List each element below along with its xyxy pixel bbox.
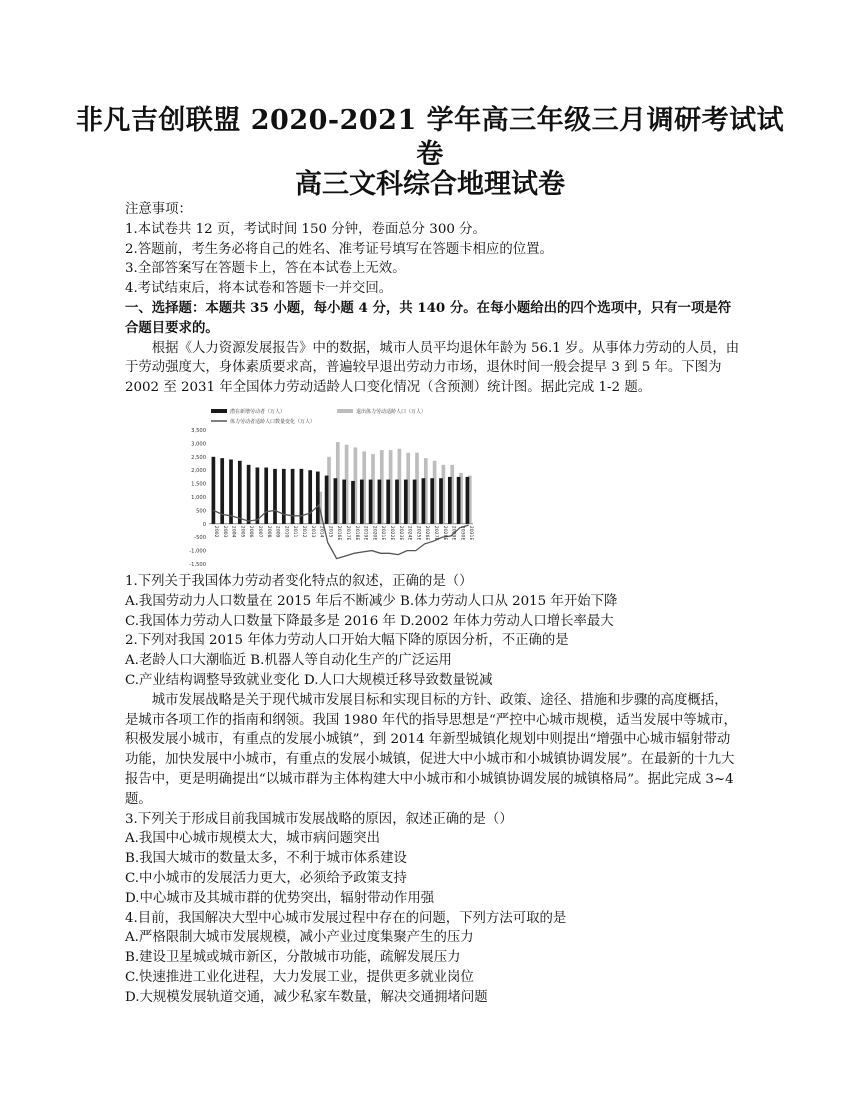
x-tick-label: 2030E [459,525,465,541]
y-tick-label: 0 [202,521,206,528]
bar-new-workers [247,465,251,524]
bar-new-workers [378,480,382,524]
y-tick-label: 2,000 [191,468,206,475]
question-3-stem: 3.下列关于形成目前我国城市发展战略的原因，叙述正确的是（） [125,811,513,827]
passage-1: 根据《人力资源发展报告》中的数据，城市人员平均退休年龄为 56.1 岁。从事体力劳动的人员，由于劳动强度大，身体素质要求高，普遍较早退出劳动力市场，退休时间一般会提早 3 到 5 年。下图为 2002 至 2031 年全国体力劳动适龄人口变化情况（含预测）统计图。据此完成 1-2 题。 [125,340,740,396]
bar-new-workers [439,478,443,524]
bar-new-workers [404,480,408,524]
notice-heading: 注意事项： [125,202,192,217]
legend-label-exiting: 退出体力劳动适龄人口（万人） [356,408,427,415]
bar-new-workers [282,469,286,524]
exam-title-line1b: 卷 [416,139,444,170]
legend-label-change: 体力劳动者适龄人口数量变化（万人） [230,418,316,425]
x-tick-label: 2007 [257,525,262,538]
y-tick-label: -1,500 [189,561,206,568]
question-2-option: C.产业结构调整导致就业变化 D.人口大规模迁移导致数量锐减 [125,672,493,688]
x-tick-label: 2031E [468,525,474,541]
x-tick-label: 2009 [274,525,280,538]
question-4-option: D.大规模发展轨道交通，减少私家车数量，解决交通拥堵问题 [125,989,488,1005]
y-tick-label: 3,000 [191,441,206,448]
x-tick-label: 2017E [345,525,350,541]
bar-new-workers [238,461,242,524]
question-2-stem: 2.下列对我国 2015 年体力劳动人口开始大幅下降的原因分析，不正确的是 [125,633,569,649]
exam-body [125,200,740,1008]
legend-swatch-new-workers [211,409,227,413]
bar-new-workers [466,477,470,524]
bar-new-workers [413,480,417,524]
x-tick-label: 2021E [380,525,386,541]
x-tick-label: 2028E [441,525,447,541]
bar-new-workers [334,478,338,524]
notice-item: 3.全部答案写在答题卡上，答在本试卷上无效。 [125,261,406,277]
exam-title-line1: 非凡吉创联盟 2020-2021 学年高三年级三月调研考试试 [75,105,785,136]
question-4-stem: 4.目前，我国解决大型中心城市发展过程中存在的问题，下列方法可取的是 [125,910,567,926]
labor-population-chart [167,402,479,570]
bar-new-workers [369,480,373,524]
x-tick-label: 2010 [283,525,289,538]
chart-series-new-workers [212,457,470,524]
question-4-option: C.快速推进工业化进程，大力发展工业，提供更多就业岗位 [125,969,474,985]
question-4-option: B.建设卫星城或城市新区，分散城市功能，疏解发展压力 [125,950,461,966]
question-3-option: A.我国中心城市规模太大，城市病问题突出 [125,831,380,847]
bar-new-workers [422,478,426,524]
question-4-option: A.严格限制大城市发展规模，减小产业过度集聚产生的压力 [125,930,474,946]
x-tick-label: 2023E [397,525,403,541]
x-tick-label: 2013 [309,525,315,538]
question-1-option: A.我国劳动力人口数量在 2015 年后不断减少 B.体力劳动人口从 2015 年开始下降 [125,593,618,609]
chart-legend [211,408,426,425]
y-tick-label: 1,500 [191,481,206,488]
chart-x-axis [213,526,474,541]
bar-new-workers [351,481,355,524]
exam-title [60,104,800,172]
x-tick-label: 2015 [327,525,333,538]
bar-new-workers [325,476,329,524]
x-tick-label: 2025E [415,525,421,541]
y-tick-label: 2,500 [191,454,206,461]
question-1-stem: 1.下列关于我国体力劳动者变化特点的叙述，正确的是（） [125,573,473,589]
bar-new-workers [256,467,260,523]
bar-new-workers [212,457,216,524]
question-3-option: C.中小城市的发展活力更大，必须给予政策支持 [125,870,407,886]
bar-new-workers [386,480,390,524]
question-3-option: D.中心城市及其城市群的优势突出，辐射带动作用强 [125,890,435,906]
legend-swatch-exiting [337,409,353,413]
x-tick-label: 2014 [318,525,324,538]
question-2-option: A.老龄人口大潮临近 B.机器人等自动化生产的广泛运用 [125,653,452,669]
x-tick-label: 2002 [213,525,218,538]
bar-new-workers [316,472,320,524]
x-tick-label: 2026E [424,525,430,541]
notice-item: 1.本试卷共 12 页，考试时间 150 分钟，卷面总分 300 分。 [125,221,486,237]
y-tick-label: 1,000 [191,494,206,501]
x-tick-label: 2018E [353,525,359,541]
x-tick-label: 2005 [239,525,245,538]
x-tick-label: 2019E [362,525,368,541]
bar-new-workers [457,477,461,524]
y-tick-label: 500 [196,508,206,515]
section-heading: 一、选择题：本题共 35 小题，每小题 4 分，共 140 分。在每小题给出的四个选项中，只有一项是符合题目要求的。 [125,299,732,336]
x-tick-label: 2006 [248,525,254,538]
x-tick-label: 2008 [265,525,271,538]
x-tick-label: 2011 [292,525,298,538]
x-tick-label: 2022E [389,525,394,541]
bar-new-workers [448,477,452,524]
bar-new-workers [308,470,312,524]
y-tick-label: -1,000 [189,548,206,555]
exam-subtitle: 高三文科综合地理试卷 [295,169,565,200]
question-1-option: C.我国体力劳动人口数量下降最多是 2016 年 D.2002 年体力劳动人口增长率最大 [125,613,614,629]
passage-2: 城市发展战略是关于现代城市发展目标和实现目标的方针、政策、途径、措施和步骤的高度概括，是城市各项工作的指南和纲领。我国 1980 年代的指导思想是“严控中心城市规模，适当发展中等城市，积极发展小城市，有重点的发展小城镇”，到 2014 年新型城镇化规划中则提出“增强中心城市辐射带动功能，加快发展中小城市，有重点的发展小城镇，促进大中小城市和小城镇协调发展”。在最新的十九大报告中，更是明确提出“以城市群为主体构建大中小城市和小城镇协调发展的城镇格局”。据此完成 3~4 题。 [125,692,737,807]
legend-label-new-workers: 潜在新增劳动者（万人） [230,408,286,415]
question-3-option: B.我国大城市的数量太多，不利于城市体系建设 [125,851,407,867]
bar-new-workers [342,480,346,524]
bar-new-workers [273,469,277,524]
bar-new-workers [264,467,268,523]
bar-new-workers [395,480,399,524]
y-tick-label: 3,500 [191,427,206,434]
x-tick-label: 2016E [336,525,342,541]
x-tick-label: 2004 [230,525,236,538]
x-tick-label: 2012 [301,525,306,538]
notice-item: 2.答题前，考生务必将自己的姓名、准考证号填写在答题卡相应的位置。 [125,241,553,257]
x-tick-label: 2027E [433,525,438,541]
x-tick-label: 2020E [371,525,377,541]
x-tick-label: 2029E [450,525,456,541]
bar-new-workers [430,478,434,524]
notice-item: 4.考试结束后，将本试卷和答题卡一并交回。 [125,281,393,297]
y-tick-label: -500 [194,535,206,542]
bar-new-workers [229,459,233,523]
x-tick-label: 2003 [221,525,227,538]
x-tick-label: 2024E [406,525,412,541]
bar-new-workers [360,480,364,524]
